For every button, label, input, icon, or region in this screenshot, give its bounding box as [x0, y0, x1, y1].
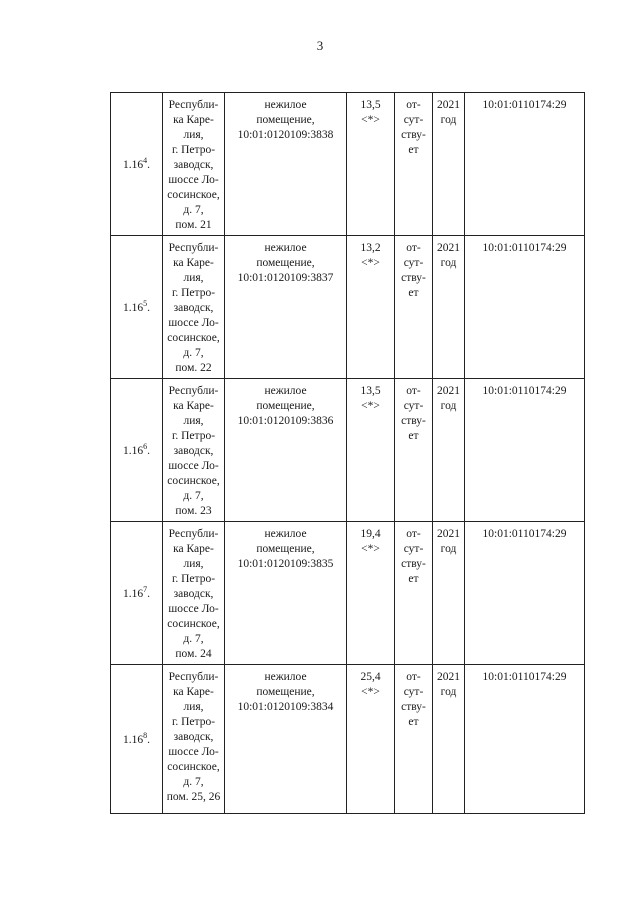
- status-cell-line: от-: [406, 99, 421, 111]
- object-cell-line: нежилое: [264, 671, 307, 683]
- address-cell-line: г. Петро-: [171, 430, 216, 442]
- address-cell-line: шоссе Ло-: [168, 746, 219, 758]
- object-cell-line: 10:01:0120109:3835: [237, 558, 334, 570]
- table-row: [111, 236, 585, 379]
- status-cell: [395, 522, 433, 665]
- area-cell-line: <*>: [361, 543, 380, 555]
- address-cell-line: Республи-: [168, 99, 219, 111]
- year-cell: [433, 522, 465, 665]
- address-cell-line: Республи-: [168, 242, 219, 254]
- address-cell-line: пом. 21: [175, 219, 212, 231]
- year-cell-line: год: [440, 686, 457, 698]
- address-cell-line: ка Каре-: [173, 114, 214, 126]
- address-cell: [163, 379, 225, 522]
- area-cell: [347, 379, 395, 522]
- year-cell-line: 2021: [437, 99, 460, 111]
- area-cell: [347, 522, 395, 665]
- address-cell-line: Республи-: [168, 528, 219, 540]
- area-cell: [347, 236, 395, 379]
- item-number-base: 1.16: [123, 159, 144, 171]
- address-cell-line: г. Петро-: [171, 144, 216, 156]
- object-cell-line: помещение,: [256, 543, 315, 555]
- area-cell-line: 13,2: [360, 242, 381, 254]
- item-number-suffix: .: [147, 159, 150, 171]
- item-number: [111, 379, 163, 522]
- cadastral-number-cell: 10:01:0110174:29: [465, 93, 585, 236]
- item-number: [111, 236, 163, 379]
- object-cell-line: помещение,: [256, 114, 315, 126]
- year-cell-line: 2021: [437, 242, 460, 254]
- table-row: [111, 93, 585, 236]
- table-row: [111, 522, 585, 665]
- address-cell-line: г. Петро-: [171, 573, 216, 585]
- address-cell-line: заводск,: [173, 588, 214, 600]
- address-cell: [163, 93, 225, 236]
- status-cell-line: сут-: [403, 686, 424, 698]
- area-cell-line: 13,5: [360, 385, 381, 397]
- year-cell: [433, 236, 465, 379]
- year-cell-line: год: [440, 257, 457, 269]
- address-cell-line: сосинское,: [167, 618, 220, 630]
- item-number-superscript: 7: [143, 585, 148, 595]
- item-number: [111, 93, 163, 236]
- address-cell-line: заводск,: [173, 302, 214, 314]
- year-cell-line: 2021: [437, 671, 460, 683]
- area-cell: [347, 665, 395, 814]
- address-cell-line: шоссе Ло-: [168, 603, 219, 615]
- item-number-superscript: 6: [143, 442, 148, 452]
- address-cell-line: Республи-: [168, 671, 219, 683]
- object-cell-line: помещение,: [256, 257, 315, 269]
- object-cell-line: нежилое: [264, 242, 307, 254]
- object-cell-line: 10:01:0120109:3836: [237, 415, 334, 427]
- address-cell-line: лия,: [183, 558, 204, 570]
- property-table: [110, 92, 585, 814]
- address-cell-line: д. 7,: [183, 490, 204, 502]
- item-number-suffix: .: [147, 734, 150, 746]
- area-cell-line: <*>: [361, 114, 380, 126]
- address-cell-line: шоссе Ло-: [168, 174, 219, 186]
- status-cell-line: от-: [406, 385, 421, 397]
- object-cell-line: нежилое: [264, 99, 307, 111]
- status-cell-line: от-: [406, 528, 421, 540]
- object-cell-line: нежилое: [264, 385, 307, 397]
- status-cell-line: ет: [408, 573, 419, 585]
- table-row: [111, 665, 585, 814]
- address-cell-line: пом. 22: [175, 362, 212, 374]
- cadastral-number-cell: 10:01:0110174:29: [465, 522, 585, 665]
- address-cell-line: д. 7,: [183, 347, 204, 359]
- area-cell-line: <*>: [361, 257, 380, 269]
- status-cell-line: от-: [406, 242, 421, 254]
- address-cell-line: сосинское,: [167, 189, 220, 201]
- area-cell-line: <*>: [361, 400, 380, 412]
- object-cell: [225, 93, 347, 236]
- address-cell-line: лия,: [183, 415, 204, 427]
- status-cell-line: ет: [408, 716, 419, 728]
- object-cell: [225, 236, 347, 379]
- status-cell-line: ет: [408, 430, 419, 442]
- year-cell-line: год: [440, 114, 457, 126]
- address-cell-line: пом. 23: [175, 505, 212, 517]
- status-cell-line: ству-: [401, 701, 426, 713]
- status-cell-line: сут-: [403, 400, 424, 412]
- object-cell-line: нежилое: [264, 528, 307, 540]
- year-cell-line: год: [440, 543, 457, 555]
- item-number: [111, 665, 163, 814]
- status-cell: [395, 379, 433, 522]
- year-cell: [433, 665, 465, 814]
- item-number-superscript: 4: [143, 156, 148, 166]
- address-cell-line: д. 7,: [183, 776, 204, 788]
- address-cell-line: заводск,: [173, 159, 214, 171]
- status-cell-line: ству-: [401, 272, 426, 284]
- area-cell: [347, 93, 395, 236]
- status-cell-line: сут-: [403, 257, 424, 269]
- address-cell-line: сосинское,: [167, 761, 220, 773]
- item-number-suffix: .: [147, 588, 150, 600]
- address-cell: [163, 665, 225, 814]
- object-cell-line: 10:01:0120109:3838: [237, 129, 334, 141]
- item-number-base: 1.16: [123, 445, 144, 457]
- status-cell-line: сут-: [403, 114, 424, 126]
- address-cell-line: лия,: [183, 272, 204, 284]
- item-number-suffix: .: [147, 302, 150, 314]
- object-cell: [225, 665, 347, 814]
- address-cell-line: г. Петро-: [171, 716, 216, 728]
- address-cell-line: лия,: [183, 701, 204, 713]
- address-cell-line: Республи-: [168, 385, 219, 397]
- address-cell-line: ка Каре-: [173, 257, 214, 269]
- area-cell-line: <*>: [361, 686, 380, 698]
- address-cell-line: сосинское,: [167, 475, 220, 487]
- status-cell-line: от-: [406, 671, 421, 683]
- item-number-suffix: .: [147, 445, 150, 457]
- item-number-base: 1.16: [123, 302, 144, 314]
- status-cell-line: ет: [408, 287, 419, 299]
- address-cell-line: ка Каре-: [173, 400, 214, 412]
- item-number: [111, 522, 163, 665]
- cadastral-number-cell: 10:01:0110174:29: [465, 665, 585, 814]
- address-cell: [163, 236, 225, 379]
- object-cell: [225, 522, 347, 665]
- year-cell: [433, 379, 465, 522]
- object-cell-line: 10:01:0120109:3834: [237, 701, 334, 713]
- cadastral-number-cell: 10:01:0110174:29: [465, 236, 585, 379]
- address-cell-line: заводск,: [173, 445, 214, 457]
- address-cell-line: сосинское,: [167, 332, 220, 344]
- item-number-superscript: 5: [143, 299, 148, 309]
- item-number-base: 1.16: [123, 734, 144, 746]
- page-number: 3: [316, 38, 324, 53]
- status-cell: [395, 236, 433, 379]
- year-cell-line: 2021: [437, 528, 460, 540]
- address-cell-line: ка Каре-: [173, 686, 214, 698]
- table-row: [111, 379, 585, 522]
- status-cell: [395, 93, 433, 236]
- year-cell-line: год: [440, 400, 457, 412]
- status-cell-line: ству-: [401, 415, 426, 427]
- address-cell-line: шоссе Ло-: [168, 317, 219, 329]
- status-cell-line: ет: [408, 144, 419, 156]
- address-cell-line: д. 7,: [183, 204, 204, 216]
- address-cell-line: заводск,: [173, 731, 214, 743]
- address-cell-line: лия,: [183, 129, 204, 141]
- object-cell: [225, 379, 347, 522]
- address-cell-line: г. Петро-: [171, 287, 216, 299]
- status-cell-line: ству-: [401, 129, 426, 141]
- object-cell-line: помещение,: [256, 400, 315, 412]
- object-cell-line: помещение,: [256, 686, 315, 698]
- area-cell-line: 25,4: [360, 671, 381, 683]
- status-cell-line: ству-: [401, 558, 426, 570]
- object-cell-line: 10:01:0120109:3837: [237, 272, 334, 284]
- year-cell: [433, 93, 465, 236]
- address-cell-line: пом. 24: [175, 648, 212, 660]
- address-cell-line: пом. 25, 26: [166, 791, 221, 803]
- address-cell: [163, 522, 225, 665]
- area-cell-line: 13,5: [360, 99, 381, 111]
- area-cell-line: 19,4: [360, 528, 381, 540]
- address-cell-line: д. 7,: [183, 633, 204, 645]
- item-number-superscript: 8: [143, 731, 148, 741]
- status-cell: [395, 665, 433, 814]
- cadastral-number-cell: 10:01:0110174:29: [465, 379, 585, 522]
- address-cell-line: ка Каре-: [173, 543, 214, 555]
- status-cell-line: сут-: [403, 543, 424, 555]
- year-cell-line: 2021: [437, 385, 460, 397]
- item-number-base: 1.16: [123, 588, 144, 600]
- address-cell-line: шоссе Ло-: [168, 460, 219, 472]
